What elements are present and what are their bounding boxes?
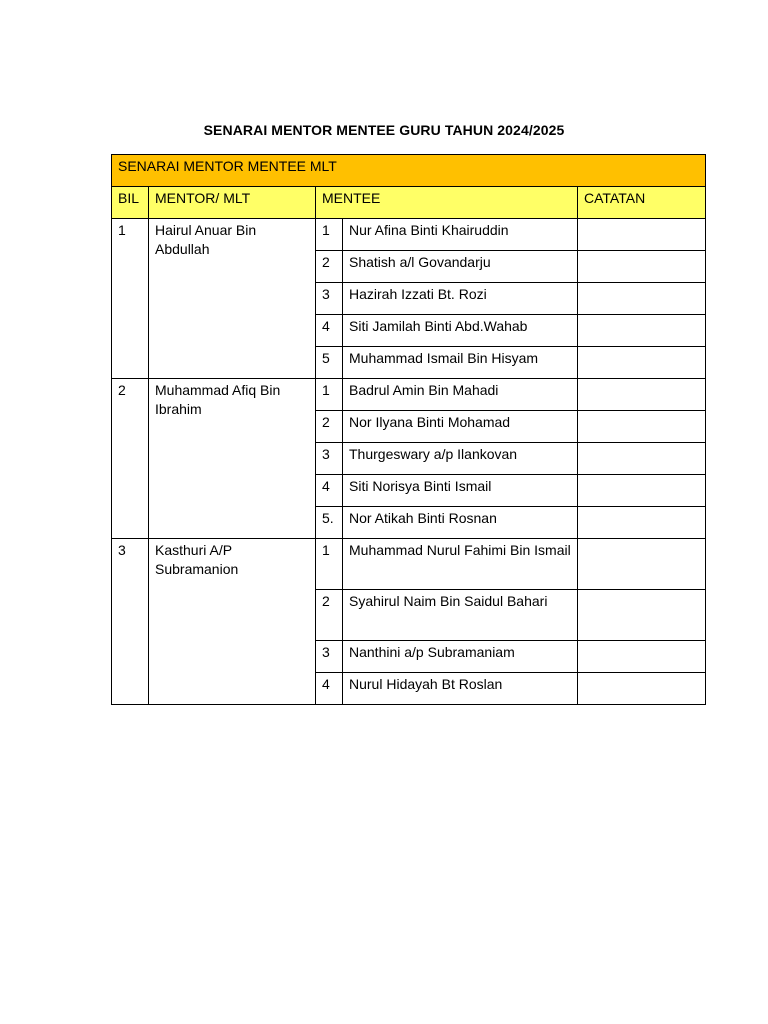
mentee-name-cell: Thurgeswary a/p Ilankovan	[343, 443, 578, 475]
bil-cell: 1	[112, 219, 149, 379]
header-catatan: CATATAN	[578, 187, 706, 219]
mentee-name-cell: Badrul Amin Bin Mahadi	[343, 379, 578, 411]
bil-cell: 3	[112, 539, 149, 705]
mentee-number-cell: 4	[316, 475, 343, 507]
mentee-number-cell: 3	[316, 443, 343, 475]
header-bil: BIL	[112, 187, 149, 219]
mentor-cell: Kasthuri A/P Subramanion	[149, 539, 316, 705]
catatan-cell	[578, 507, 706, 539]
mentee-number-cell: 5	[316, 347, 343, 379]
table-body	[112, 155, 706, 705]
catatan-cell	[578, 539, 706, 590]
mentee-number-cell: 1	[316, 379, 343, 411]
mentee-name-cell: Nor Atikah Binti Rosnan	[343, 507, 578, 539]
mentee-number-cell: 2	[316, 590, 343, 641]
mentee-name-cell: Muhammad Ismail Bin Hisyam	[343, 347, 578, 379]
mentor-cell: Hairul Anuar Bin Abdullah	[149, 219, 316, 379]
table-row	[112, 219, 706, 251]
mentee-number-cell: 5.	[316, 507, 343, 539]
catatan-cell	[578, 283, 706, 315]
mentee-name-cell: Nur Afina Binti Khairuddin	[343, 219, 578, 251]
table-row	[112, 379, 706, 411]
catatan-cell	[578, 673, 706, 705]
catatan-cell	[578, 347, 706, 379]
mentor-cell: Muhammad Afiq Bin Ibrahim	[149, 379, 316, 539]
catatan-cell	[578, 315, 706, 347]
catatan-cell	[578, 443, 706, 475]
header-mentee: MENTEE	[316, 187, 578, 219]
table-caption: SENARAI MENTOR MENTEE MLT	[112, 155, 706, 187]
mentee-number-cell: 3	[316, 283, 343, 315]
catatan-cell	[578, 590, 706, 641]
catatan-cell	[578, 251, 706, 283]
table-row	[112, 539, 706, 590]
table-caption-row	[112, 155, 706, 187]
mentee-name-cell: Muhammad Nurul Fahimi Bin Ismail	[343, 539, 578, 590]
mentee-name-cell: Siti Norisya Binti Ismail	[343, 475, 578, 507]
mentee-name-cell: Nurul Hidayah Bt Roslan	[343, 673, 578, 705]
mentee-name-cell: Syahirul Naim Bin Saidul Bahari	[343, 590, 578, 641]
catatan-cell	[578, 219, 706, 251]
mentee-name-cell: Nanthini a/p Subramaniam	[343, 641, 578, 673]
mentee-number-cell: 1	[316, 539, 343, 590]
document-title: SENARAI MENTOR MENTEE GURU TAHUN 2024/2025	[203, 122, 565, 138]
header-mentor: MENTOR/ MLT	[149, 187, 316, 219]
mentor-mentee-table	[111, 154, 706, 705]
catatan-cell	[578, 379, 706, 411]
mentee-number-cell: 2	[316, 251, 343, 283]
catatan-cell	[578, 411, 706, 443]
mentee-number-cell: 3	[316, 641, 343, 673]
mentee-number-cell: 4	[316, 673, 343, 705]
mentee-number-cell: 2	[316, 411, 343, 443]
mentee-name-cell: Siti Jamilah Binti Abd.Wahab	[343, 315, 578, 347]
mentee-name-cell: Nor Ilyana Binti Mohamad	[343, 411, 578, 443]
catatan-cell	[578, 475, 706, 507]
mentee-name-cell: Hazirah Izzati Bt. Rozi	[343, 283, 578, 315]
mentee-name-cell: Shatish a/l Govandarju	[343, 251, 578, 283]
mentee-number-cell: 1	[316, 219, 343, 251]
bil-cell: 2	[112, 379, 149, 539]
mentee-number-cell: 4	[316, 315, 343, 347]
catatan-cell	[578, 641, 706, 673]
table-header-row	[112, 187, 706, 219]
